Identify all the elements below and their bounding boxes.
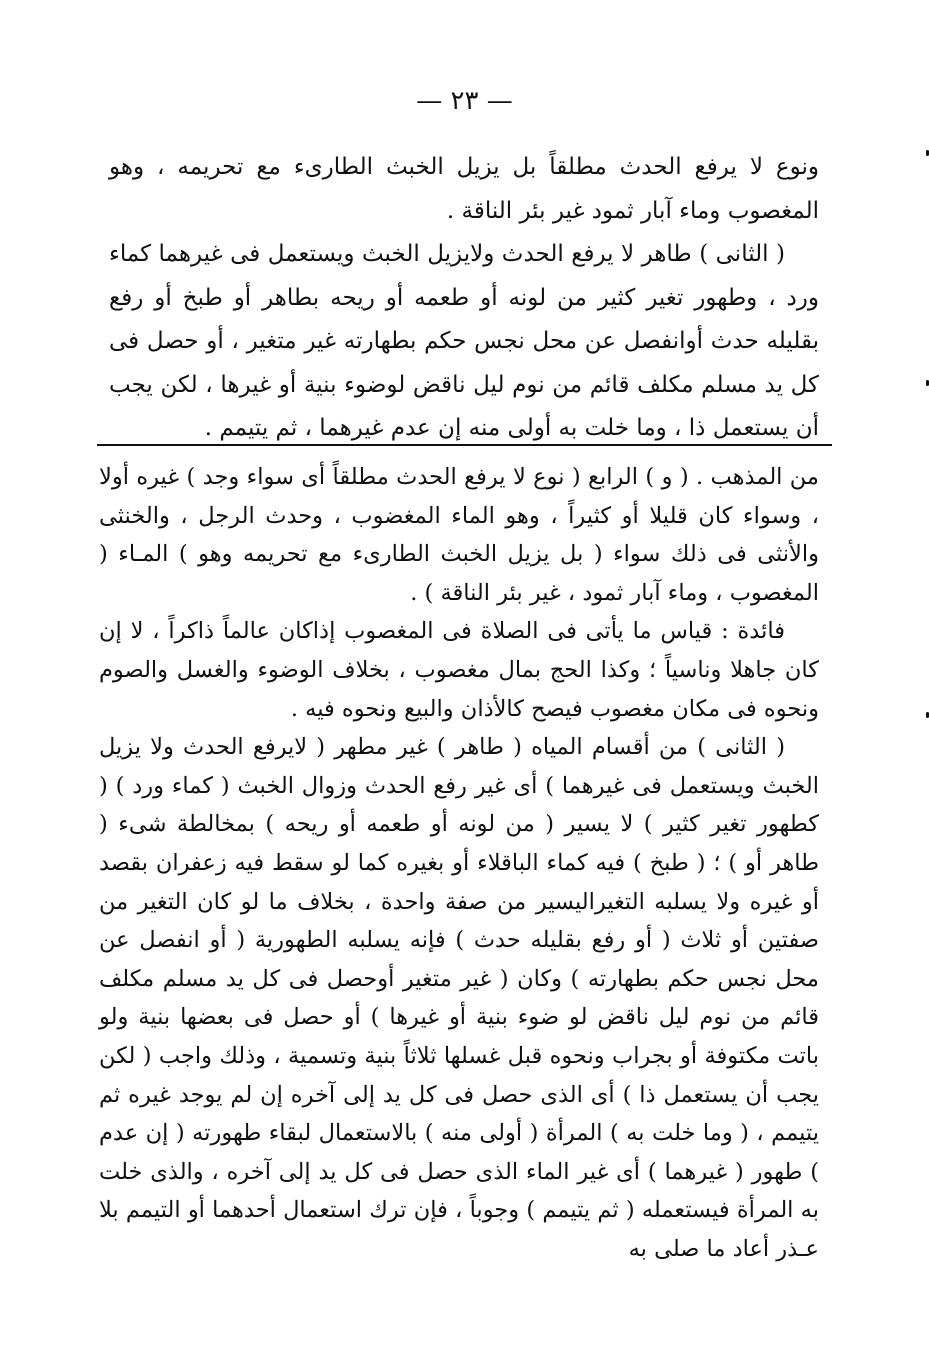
main-text-paragraph: ونوع لا يرفع الحدث مطلقاً بل يزيل الخبث الطارىء مع تحريمه ، وهو المغصوب وماء آبار ثمود غير بئر الناقة .	[109, 154, 819, 224]
commentary-paragraph: من المذهب . ( و ) الرابع ( نوع لا يرفع الحدث مطلقاً أى سواء وجد ) غيره أولا ، وسواء كان قليلا أو كثيراً ، وهو الماء المغضوب ، وحدث الرجل ، والخنثى والأنثى فى ذلك سواء ( بل يزيل الخبث الطارىء مع تحريمه وهو ) المـاء ( المغصوب ، وماء آبار ثمود ، غير بئر الناقة ) .	[99, 464, 819, 606]
section-divider	[97, 444, 832, 446]
commentary-block	[99, 458, 819, 1268]
page-number: — ٢٣ —	[416, 86, 513, 116]
main-text-block	[109, 146, 819, 451]
main-text-paragraph: ( الثانى ) طاهر لا يرفع الحدث ولايزيل الخبث ويستعمل فى غيرهما كماء ورد ، وطهور تغير كثير من لونه أو طعمه أو ريحه بطاهر أو طبخ أو رفع بقليله حدث أوانفصل عن محل نجس حكم بطهارته غير متغير ، أو حصل فى كل يد مسلم مكلف قائم من نوم ليل ناقض لوضوء بنية أو غيرها ، لكن يجب أن يستعمل ذا ، وما خلت به أولى منه إن عدم غيرهما ، ثم يتيمم .	[109, 241, 819, 441]
commentary-paragraph: ( الثانى ) من أقسام المياه ( طاهر ) غير مطهر ( لايرفع الحدث ولا يزيل الخبث ويستعمل فى غيرهما ) أى غير رفع الحدث وزوال الخبث ( كماء ورد ) ( كطهور تغير كثير ) لا يسير ( من لونه أو طعمه أو ريحه ) بمخالطة شىء ( طاهر أو ) ؛ ( طبخ ) فيه كماء الباقلاء أو بغيره كما لو سقط فيه زعفران بقصد أو غيره ولا يسلبه التغيراليسير من صفة واحدة ، بخلاف ما لو كان التغير من صفتين أو ثلاث ( أو رفع بقليله حدث ) فإنه يسلبه الطهورية ( أو انفصل عن محل نجس حكم بطهارته ) وكان ( غير متغير أوحصل فى كل يد مسلم مكلف قائم من نوم ليل ناقض لو ضوء بنية أو غيرها ) أو حصل فى بعضها بنية ولو باتت مكتوفة أو بجراب ونحوه قبل غسلها ثلاثاً بنية وتسمية ، وذلك واجب ( لكن يجب أن يستعمل ذا ) أى الذى حصل فى كل يد إلى آخره إن لم يوجد غيره ثم يتيمم ، ( وما خلت به ) المرأة ( أولى منه ) بالاستعمال لبقاء طهورته ( إن عدم ) طهور ( غيرهما ) أى غير الماء الذى حصل فى كل يد إلى آخره ، والذى خلت به المرأة فيستعمله ( ثم يتيمم ) وجوباً ، فإن ترك استعمال أحدهما أو التيمم بلا عـذر أعاد ما صلى به	[99, 734, 819, 1262]
commentary-paragraph: فائدة : قياس ما يأتى فى الصلاة فى المغصوب إذاكان عالماً ذاكراً ، لا إن كان جاهلا وناسياً ؛ وكذا الحج بمال مغصوب ، بخلاف الوضوء والغسل والصوم ونحوه فى مكان مغصوب فيصح كالأذان والبيع ونحوه فيه .	[99, 618, 819, 722]
